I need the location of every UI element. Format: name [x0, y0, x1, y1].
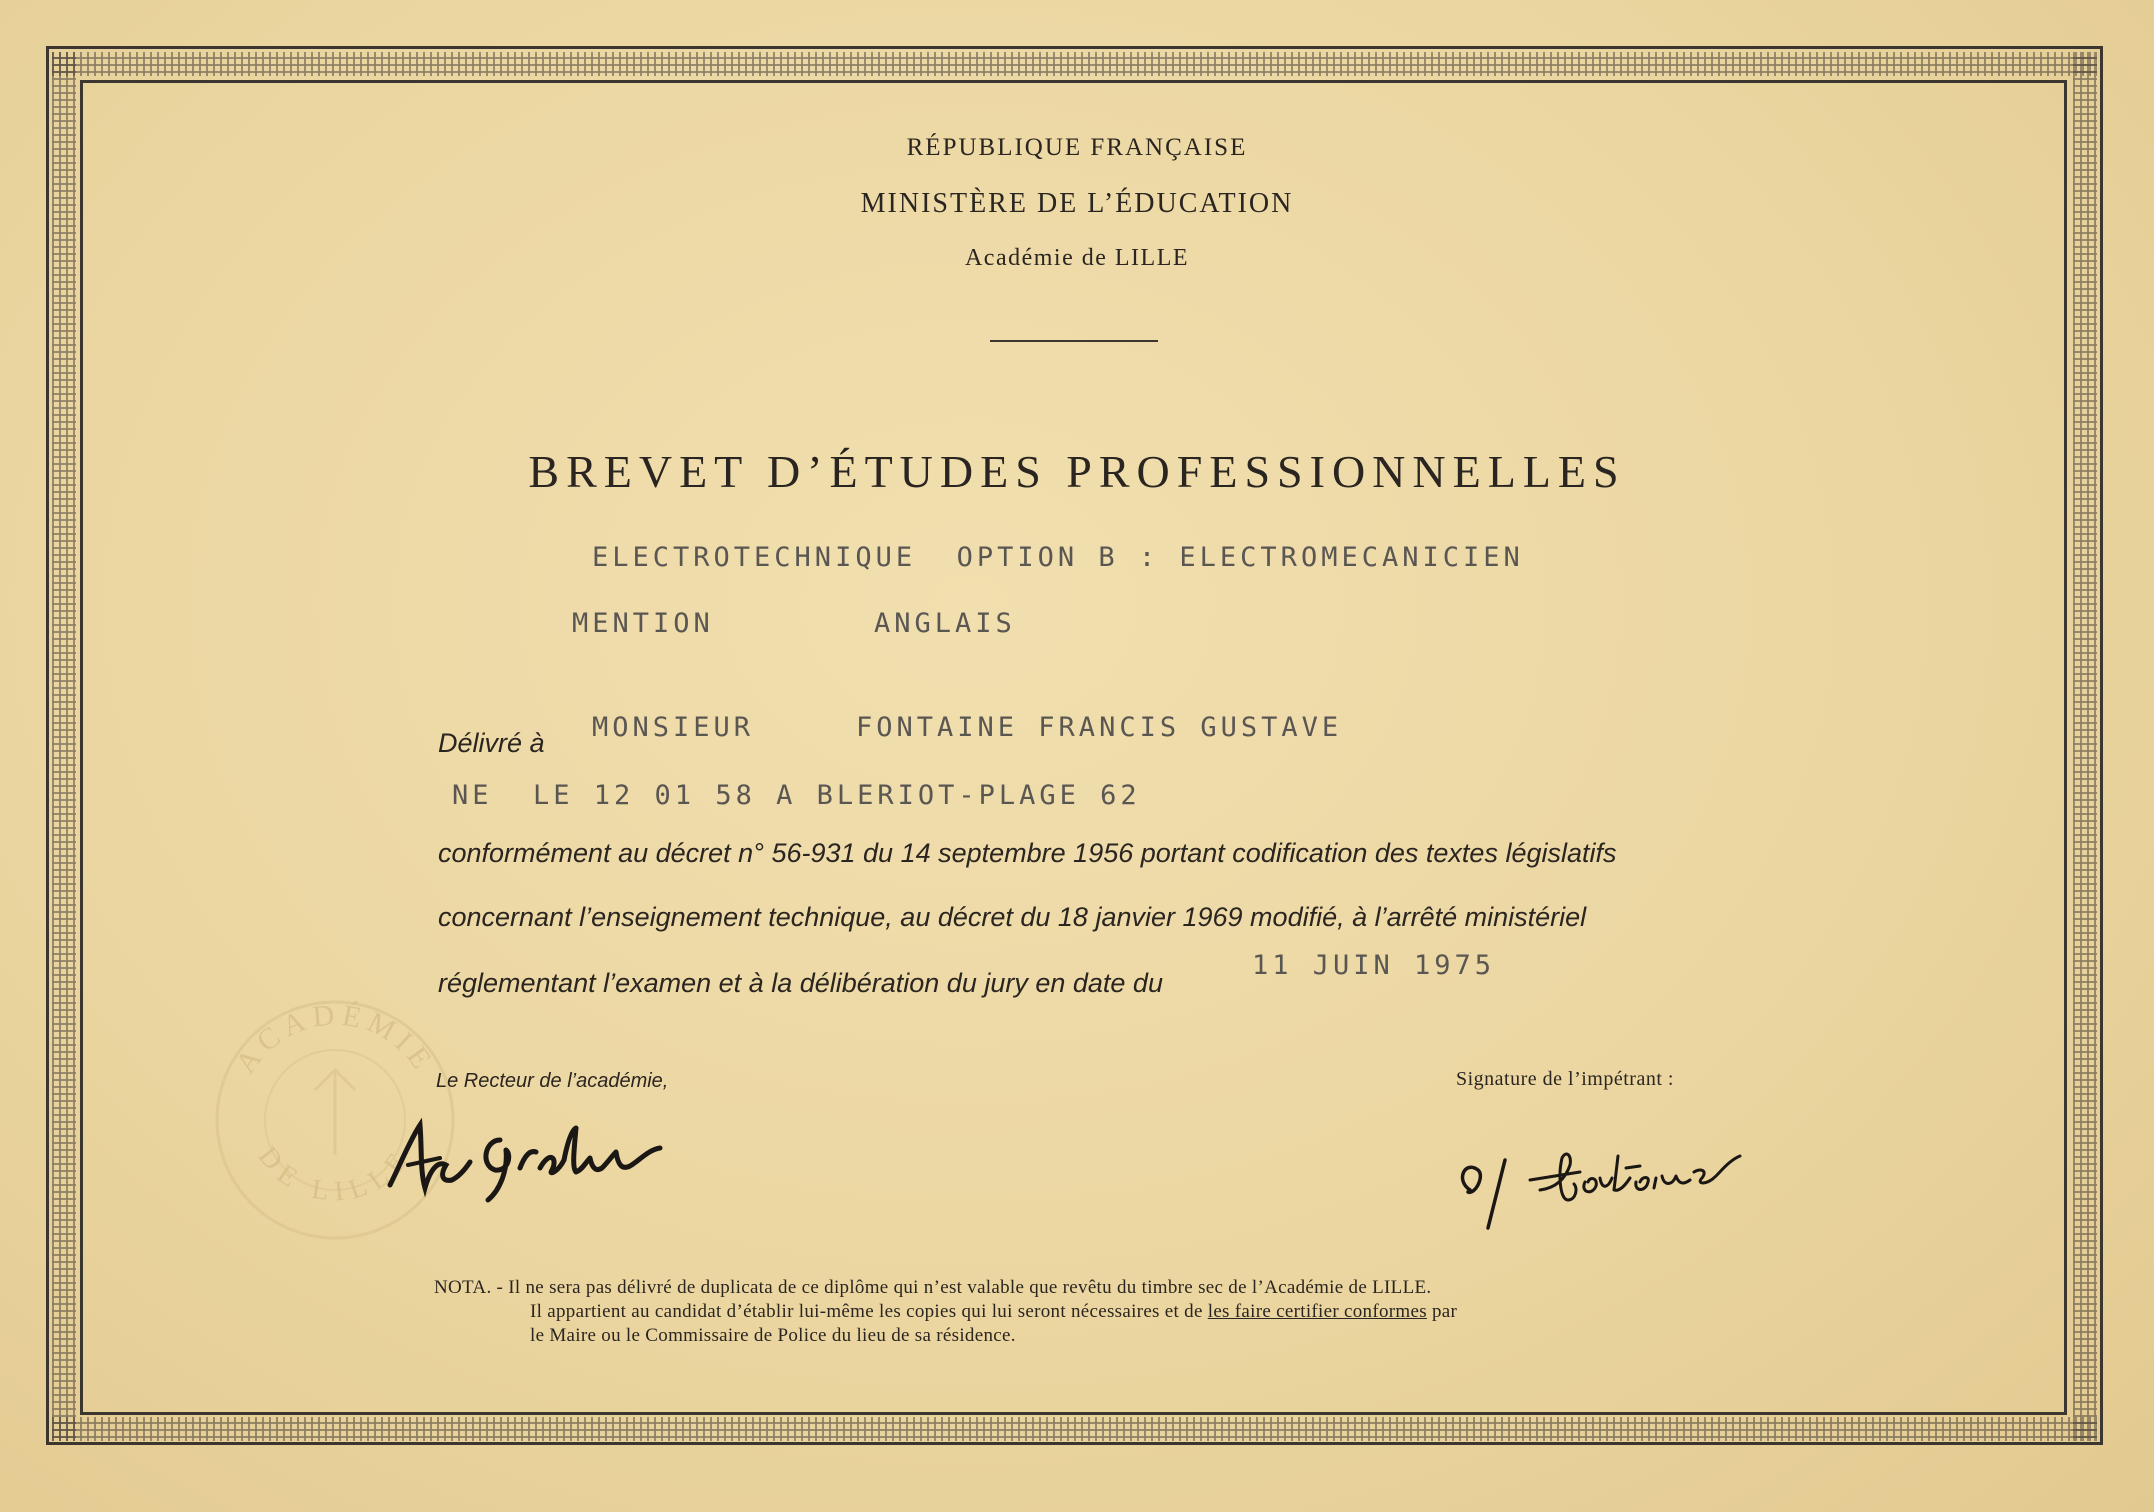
nota-line-2: [530, 1301, 1457, 1323]
rector-signature-icon: [380, 1110, 710, 1210]
ministry-heading: MINISTÈRE DE L’ÉDUCATION: [860, 188, 1294, 219]
specialty-typed: ELECTROTECHNIQUE OPTION B : ELECTROMECANICIEN: [592, 542, 1524, 573]
recipient-civility: MONSIEUR: [592, 712, 755, 743]
nota-underlined-phrase: les faire certifier conformes: [1207, 1301, 1427, 1322]
academy-heading: Académie de LILLE: [964, 245, 1190, 271]
decree-text-line-3: réglementant l’examen et à la délibération du jury en date du: [438, 968, 1163, 998]
decree-text-line-1: conformément au décret n° 56-931 du 14 septembre 1956 portant codification des textes législatifs: [438, 838, 1617, 868]
header-divider: [990, 340, 1158, 342]
diploma-title: BREVET D’ÉTUDES PROFESSIONNELLES: [528, 446, 1626, 497]
seal-top-text: ACADÉMIE: [228, 998, 442, 1080]
mention-label: MENTION: [572, 608, 714, 639]
holder-signature-icon: [1450, 1120, 1750, 1230]
seal-bottom-text: DE LILLE: [251, 1141, 419, 1209]
nota-line-3: le Maire ou le Commissaire de Police du lieu de sa résidence.: [530, 1325, 1016, 1346]
holder-signature-label: Signature de l’impétrant :: [1456, 1068, 1674, 1090]
nota-line-2-end: par: [1426, 1301, 1458, 1322]
rector-signature-label: Le Recteur de l’académie,: [436, 1070, 669, 1092]
mention-value: ANGLAIS: [874, 608, 1016, 639]
decree-text-line-2: concernant l’enseignement technique, au décret du 18 janvier 1969 modifié, à l’arrêté ministériel: [438, 902, 1587, 932]
republic-heading: RÉPUBLIQUE FRANÇAISE: [906, 134, 1248, 161]
nota-line-2-start: Il appartient au candidat d’établir lui-même les copies qui lui seront nécessaires et de: [530, 1301, 1208, 1322]
recipient-birth-line: NE LE 12 01 58 A BLERIOT-PLAGE 62: [452, 780, 1141, 811]
svg-text:ACADÉMIE: [229, 998, 441, 1079]
recipient-name: FONTAINE FRANCIS GUSTAVE: [856, 712, 1343, 743]
delivered-to-label: Délivré à: [438, 728, 545, 758]
nota-line-1: NOTA. - Il ne sera pas délivré de duplicata de ce diplôme qui n’est valable que revêtu du timbre sec de l’Académie de LILLE.: [434, 1277, 1432, 1298]
jury-date-typed: 11 JUIN 1975: [1252, 950, 1496, 981]
